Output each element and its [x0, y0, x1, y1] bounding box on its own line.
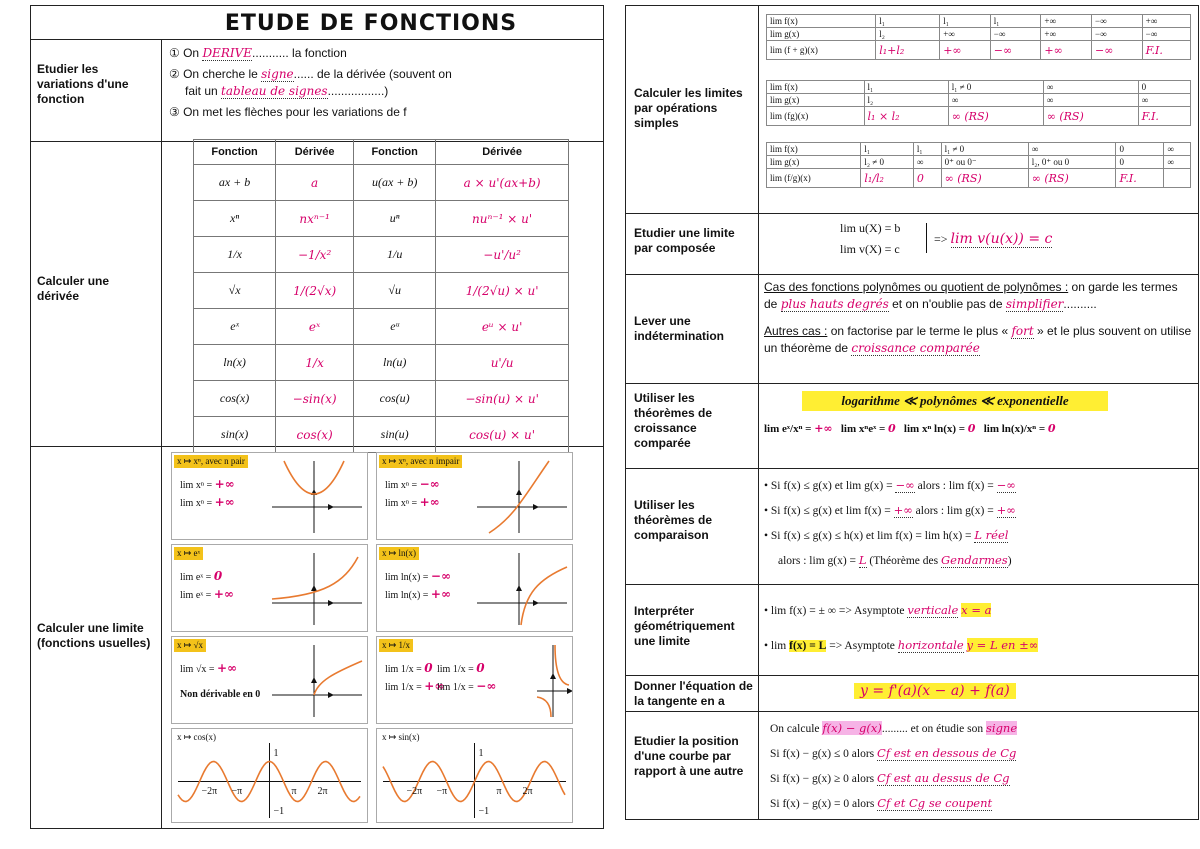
limit-cell: l₂ [864, 94, 948, 107]
label-geometrique: Interpréter géométriquement une limite [634, 604, 735, 648]
position-text [770, 716, 1194, 816]
tick-pi: π [496, 785, 502, 797]
deriv-derivative-cell: 1/(2√x) [276, 273, 354, 309]
limit-cell: l₂, 0⁺ ou 0 [1028, 156, 1116, 169]
limit-cell: l₁ ≠ 0 [948, 81, 1043, 94]
deriv-derivative-cell: nxⁿ⁻¹ [276, 201, 354, 237]
deriv-header: Dérivée [276, 140, 354, 165]
hw-composee: lim v(u(x)) = c [950, 231, 1053, 247]
limit-cell: −∞ [990, 28, 1041, 41]
tick-one: 1 [478, 747, 484, 759]
step2-prefix: ② On cherche le [169, 67, 262, 81]
limit-value: +∞ [214, 495, 235, 509]
deriv-function-cell: cos(x) [194, 381, 276, 417]
pos1a: On calcule [770, 723, 823, 735]
panel-tag: x ↦ sin(x) [382, 732, 420, 742]
deriv-derivative-cell: nuⁿ⁻¹ × u' [436, 201, 569, 237]
deriv-function-cell: ax + b [194, 165, 276, 201]
page-title: ETUDE DE FONCTIONS [224, 11, 518, 36]
deriv-function-cell: sin(u) [354, 417, 436, 453]
limit-text: lim eˣ = [180, 590, 214, 601]
limit-text: lim √x = [180, 664, 217, 675]
variations-steps [169, 45, 599, 121]
limit-text: lim ln(x) = [385, 572, 431, 583]
pos1b: ......... et on étudie son [881, 723, 986, 735]
limit-cell: −∞ [1092, 15, 1143, 28]
limit-cell: ∞ [1028, 143, 1116, 156]
limit-row-header: lim (f + g)(x) [767, 41, 876, 60]
limit-cell: F.I. [1138, 107, 1190, 126]
composee-line2: lim v(X) = c [840, 242, 900, 256]
limit-value: 0 [213, 569, 223, 583]
limit-cell: 0 [1138, 81, 1190, 94]
croissance-formulas [764, 422, 1194, 435]
limit-row-header: lim f(x) [767, 15, 876, 28]
cc-f3: lim xⁿ ln(x) = [903, 423, 968, 435]
limit-value: +∞ [424, 679, 445, 693]
indet-case2-title: Autres cas : [764, 324, 828, 338]
deriv-function-cell: √x [194, 273, 276, 309]
tick-minus-2pi: −2π [201, 785, 218, 797]
limit-value: −∞ [419, 477, 440, 491]
indet-case2-text2: » et le plus souvent on utilise un théorème de [764, 324, 1192, 355]
limit-cell: ∞ [1164, 156, 1191, 169]
hw-verticale: verticale [907, 603, 959, 617]
limit-text: lim 1/x = [385, 682, 425, 693]
deriv-derivative-cell: cos(u) × u' [436, 417, 569, 453]
cmp2b: alors : lim g(x) = [912, 505, 997, 517]
curve [314, 661, 362, 695]
product-limit-table [766, 80, 1191, 126]
limit-cell: l₁ [990, 15, 1041, 28]
composee-formula [840, 221, 1190, 257]
deriv-derivative-cell: 1/(2√u) × u' [436, 273, 569, 309]
limit-value: +∞ [430, 587, 451, 601]
indet-case1-text: on garde les termes de [764, 280, 1178, 311]
deriv-row [194, 165, 569, 201]
croissance-banner: logarithme ≪ polynômes ≪ exponentielle [802, 391, 1108, 411]
usual-limit-panel [376, 544, 573, 632]
cmp4c: ) [1007, 555, 1012, 567]
label-tangente: Donner l'équation de la tangente en a [634, 679, 753, 708]
limit-text: lim 1/x = [385, 664, 425, 675]
deriv-function-cell: uⁿ [354, 201, 436, 237]
deriv-derivative-cell: a × u'(ax+b) [436, 165, 569, 201]
cc-v4: 0 [1047, 422, 1056, 435]
limit-text: lim eˣ = [180, 572, 214, 583]
label-indetermination: Lever une indétermination [634, 314, 725, 343]
limit-value: −∞ [476, 679, 497, 693]
deriv-row [194, 309, 569, 345]
limit-cell: 0 [1116, 143, 1164, 156]
limit-row [767, 81, 1191, 94]
label-croissance: Utiliser les théorèmes de croissance comparée [634, 391, 713, 450]
cc-v1: +∞ [814, 422, 833, 435]
deriv-function-cell: ln(x) [194, 345, 276, 381]
step2-line2-suffix: .................) [327, 84, 389, 98]
hw-gendarmes: Gendarmes [940, 553, 1008, 567]
geo2b: => Asymptote [826, 640, 898, 652]
limit-text: lim xⁿ = [385, 498, 420, 509]
deriv-function-cell: √u [354, 273, 436, 309]
step2-line2-prefix: fait un [185, 84, 222, 98]
limit-cell: ∞ [1164, 143, 1191, 156]
label-derivee: Calculer une dérivée [37, 274, 110, 303]
indet-case1-text2: et on n'oublie pas de [888, 297, 1006, 311]
label-operations: Calculer les limites par opérations simples [634, 86, 743, 130]
comparaison-text [764, 473, 1194, 573]
tick-minus-one: −1 [478, 805, 490, 817]
deriv-function-cell: u(ax + b) [354, 165, 436, 201]
limit-row-header: lim g(x) [767, 28, 876, 41]
pos2a: Si f(x) − g(x) ≤ 0 alors [770, 748, 878, 760]
deriv-derivative-cell: cos(x) [276, 417, 354, 453]
label-position: Etudier la position d'une courbe par rapport à une autre [634, 734, 744, 778]
limit-value: −∞ [430, 569, 451, 583]
limit-cell: +∞ [940, 28, 991, 41]
panel-tag: x ↦ 1/x [379, 639, 413, 652]
limit-cell: l₂ [876, 28, 940, 41]
deriv-derivative-cell: −1/x² [276, 237, 354, 273]
sum-limit-table [766, 14, 1191, 60]
limit-cell: ∞ (RS) [1043, 107, 1138, 126]
cmp4a: alors : lim g(x) = [778, 555, 859, 567]
quotient-limit-table [766, 142, 1191, 188]
limit-cell: ∞ (RS) [1028, 169, 1116, 188]
geo2-hl: f(x) = L [789, 640, 827, 652]
limit-value: +∞ [214, 477, 235, 491]
deriv-derivative-cell: eᵘ × u' [436, 309, 569, 345]
deriv-function-cell: eˣ [194, 309, 276, 345]
hw-signe: signe [261, 67, 294, 81]
panel-tag: x ↦ ln(x) [379, 547, 419, 560]
limit-cell: F.I. [1116, 169, 1164, 188]
cc-f1: lim eˣ/xⁿ = [764, 423, 815, 435]
limit-row [767, 28, 1191, 41]
panel-tag: x ↦ √x [174, 639, 206, 652]
deriv-header: Dérivée [436, 140, 569, 165]
label-limites-usuelles: Calculer une limite (fonctions usuelles) [37, 621, 151, 650]
limit-cell: −∞ [990, 41, 1041, 60]
limit-value: +∞ [213, 587, 234, 601]
usual-limit-panel [171, 452, 368, 540]
tick-2pi: 2π [317, 785, 328, 797]
limit-row-header: lim (fg)(x) [767, 107, 865, 126]
cmp3a: • Si f(x) ≤ g(x) ≤ h(x) et lim f(x) = lim h(x) = [764, 530, 975, 542]
deriv-derivative-cell: 1/x [276, 345, 354, 381]
limit-value: +∞ [419, 495, 440, 509]
cc-f4: lim ln(x)/xⁿ = [983, 423, 1048, 435]
geometrique-text [764, 593, 1194, 663]
limit-cell: +∞ [1142, 15, 1190, 28]
limit-row [767, 156, 1191, 169]
deriv-row [194, 345, 569, 381]
hw-horizontale: horizontale [897, 638, 964, 652]
hw-dessous: Cf est en dessous de Cg [877, 746, 1017, 760]
limit-cell: ∞ (RS) [948, 107, 1043, 126]
hw-dessus: Cf est au dessus de Cg [877, 771, 1010, 785]
limit-cell: ∞ [1043, 81, 1138, 94]
deriv-function-cell: 1/u [354, 237, 436, 273]
limit-text: lim xⁿ = [180, 480, 215, 491]
tick-pi: π [291, 785, 297, 797]
deriv-function-cell: 1/x [194, 237, 276, 273]
limit-cell: l₁ ≠ 0 [941, 143, 1028, 156]
indet-case1-dots: .......... [1063, 297, 1097, 311]
cmp4v: L [858, 553, 867, 567]
limit-row [767, 107, 1191, 126]
non-derivable-note: Non dérivable en 0 [180, 689, 261, 700]
limit-cell: l₁/l₂ [861, 169, 914, 188]
hw-coupent: Cf et Cg se coupent [877, 796, 993, 810]
usual-limit-panel [376, 452, 573, 540]
limit-cell: +∞ [940, 41, 991, 60]
cmp1v2: −∞ [996, 478, 1016, 492]
limit-text: lim xⁿ = [385, 480, 420, 491]
limit-row-header: lim g(x) [767, 94, 865, 107]
limit-cell: ∞ [1138, 94, 1190, 107]
limit-row [767, 94, 1191, 107]
left-sheet [30, 5, 604, 829]
cmp1a: • Si f(x) ≤ g(x) et lim g(x) = [764, 480, 896, 492]
usual-limit-panel [376, 636, 573, 724]
cmp2v1: +∞ [893, 503, 913, 517]
tick-one: 1 [273, 747, 279, 759]
limit-cell: −∞ [1142, 28, 1190, 41]
limit-cell: +∞ [1041, 41, 1092, 60]
limit-cell: 0⁺ ou 0⁻ [941, 156, 1028, 169]
deriv-derivative-cell: −sin(x) [276, 381, 354, 417]
usual-limit-panel [171, 544, 368, 632]
deriv-function-cell: ln(u) [354, 345, 436, 381]
hw-simplifier: simplifier [1005, 297, 1064, 311]
deriv-derivative-cell: u'/u [436, 345, 569, 381]
hw-tangente: y = f'(a)(x − a) + f(a) [854, 683, 1016, 699]
limit-cell [1164, 169, 1191, 188]
panel-tag: x ↦ xⁿ, avec n impair [379, 455, 462, 468]
step3: ③ On met les flèches pour les variations de f [169, 105, 407, 119]
limit-text: lim 1/x = [437, 682, 477, 693]
limit-cell: F.I. [1142, 41, 1190, 60]
right-sheet [625, 5, 1199, 820]
hw-hauts-degres: plus hauts degrés [780, 297, 889, 311]
limit-row [767, 143, 1191, 156]
limit-row [767, 169, 1191, 188]
hw-derive: DERIVE [202, 46, 253, 60]
limit-row [767, 15, 1191, 28]
limit-cell: l₁ [876, 15, 940, 28]
hw-y-eq-l: y = L en ±∞ [966, 638, 1039, 652]
indetermination-text [764, 279, 1192, 357]
label-comparaison: Utiliser les théorèmes de comparaison [634, 498, 713, 542]
deriv-derivative-cell: eˣ [276, 309, 354, 345]
deriv-row [194, 201, 569, 237]
limit-cell: l₁ [864, 81, 948, 94]
curve [272, 557, 358, 599]
step1-prefix: ① On [169, 46, 203, 60]
geo2a: • lim [764, 640, 790, 652]
hw-croissance: croissance comparée [851, 341, 980, 355]
limit-cell: ∞ [948, 94, 1043, 107]
limit-cell: 0 [913, 169, 941, 188]
cmp2v2: +∞ [996, 503, 1016, 517]
limit-cell: ∞ [1043, 94, 1138, 107]
hw-signe2: signe [985, 721, 1018, 735]
indet-case2-text: on factorise par le terme le plus « [827, 324, 1012, 338]
deriv-function-cell: cos(u) [354, 381, 436, 417]
deriv-row [194, 273, 569, 309]
tick-2pi: 2π [522, 785, 533, 797]
usual-limit-panel [376, 728, 573, 823]
limit-cell: l₁ [861, 143, 914, 156]
hw-fort: fort [1011, 324, 1034, 338]
deriv-header: Fonction [354, 140, 436, 165]
limit-cell: l₂ ≠ 0 [861, 156, 914, 169]
limit-cell: +∞ [1041, 28, 1092, 41]
limit-cell: l₁ × l₂ [864, 107, 948, 126]
limit-cell: l₁+l₂ [876, 41, 940, 60]
tick-minus-pi: −π [231, 785, 243, 797]
limit-row [767, 41, 1191, 60]
hw-tableau: tableau de signes [221, 84, 328, 98]
pos4a: Si f(x) − g(x) = 0 alors [770, 798, 878, 810]
composee-arrow: => [934, 232, 951, 246]
limit-row-header: lim f(x) [767, 143, 861, 156]
cmp2a: • Si f(x) ≤ g(x) et lim f(x) = [764, 505, 894, 517]
derivative-table [193, 139, 569, 453]
limit-cell: l₁ [940, 15, 991, 28]
composee-line1: lim u(X) = b [840, 221, 901, 235]
cc-v3: 0 [967, 422, 976, 435]
cc-f2: lim xⁿeˣ = [840, 423, 889, 435]
panel-tag: x ↦ xⁿ, avec n pair [174, 455, 248, 468]
limit-cell: +∞ [1041, 15, 1092, 28]
limit-cell: 0 [1116, 156, 1164, 169]
limit-text: lim xⁿ = [180, 498, 215, 509]
deriv-derivative-cell: a [276, 165, 354, 201]
tick-minus-2pi: −2π [406, 785, 423, 797]
geo1a: • lim f(x) = ± ∞ => Asymptote [764, 605, 908, 617]
cc-v2: 0 [888, 422, 896, 435]
deriv-function-cell: xⁿ [194, 201, 276, 237]
limit-row-header: lim f(x) [767, 81, 865, 94]
limit-value: 0 [424, 661, 433, 675]
pos3a: Si f(x) − g(x) ≥ 0 alors [770, 773, 878, 785]
deriv-row [194, 381, 569, 417]
indet-case1-title: Cas des fonctions polynômes ou quotient de polynômes : [764, 280, 1069, 294]
cmp4b: (Théorème des [866, 555, 941, 567]
cmp1b: alors : lim f(x) = [914, 480, 997, 492]
limit-cell: ∞ [913, 156, 941, 169]
label-composee: Etudier une limite par composée [634, 226, 735, 255]
limit-cell: l₁ [913, 143, 941, 156]
panel-tag: x ↦ eˣ [174, 547, 203, 560]
step2-mid: ...... de la dérivée (souvent on [293, 67, 452, 81]
hw-x-eq-a: x = a [961, 603, 992, 617]
tick-minus-pi: −π [436, 785, 448, 797]
deriv-header: Fonction [194, 140, 276, 165]
deriv-derivative-cell: −sin(u) × u' [436, 381, 569, 417]
curve [521, 567, 567, 625]
label-variations: Etudier les variations d'une fonction [37, 62, 129, 106]
limit-cell: −∞ [1092, 41, 1143, 60]
limit-text: lim 1/x = [437, 664, 477, 675]
deriv-function-cell: eᵘ [354, 309, 436, 345]
tick-minus-one: −1 [273, 805, 285, 817]
deriv-derivative-cell: −u'/u² [436, 237, 569, 273]
panel-tag: x ↦ cos(x) [177, 732, 217, 742]
limit-value: +∞ [216, 661, 238, 675]
limit-row-header: lim g(x) [767, 156, 861, 169]
cmp3v: L réel [974, 528, 1009, 542]
limit-value: 0 [476, 661, 485, 675]
deriv-function-cell: sin(x) [194, 417, 276, 453]
usual-limit-panel [171, 636, 368, 724]
step1-suffix: ........... la fonction [252, 46, 347, 60]
deriv-row [194, 237, 569, 273]
deriv-row [194, 417, 569, 453]
hw-f-minus-g: f(x) − g(x) [822, 721, 882, 735]
limit-text: lim ln(x) = [385, 590, 431, 601]
cmp1v1: −∞ [895, 478, 915, 492]
limit-cell: −∞ [1092, 28, 1143, 41]
usual-limit-panel [171, 728, 368, 823]
limit-cell: ∞ (RS) [941, 169, 1028, 188]
limit-row-header: lim (f/g)(x) [767, 169, 861, 188]
